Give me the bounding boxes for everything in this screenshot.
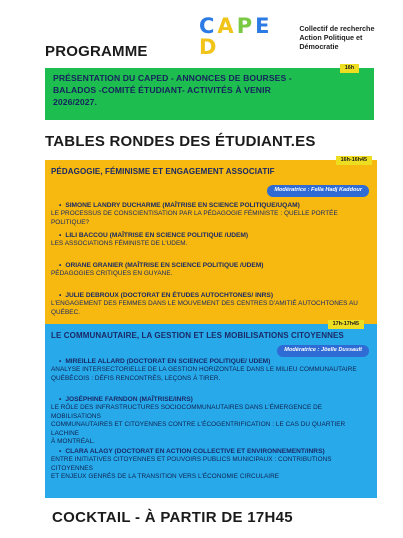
talk-title-cont: COMMUNAUTAIRES ET CITOYENNES CONTRE L'ÉCOGENTRIFICATION : LE CAS DU QUARTIER LACHINE [51, 421, 346, 437]
speaker-entry [51, 202, 371, 227]
logo-letter-c: C [199, 14, 218, 38]
logo-tagline [299, 24, 403, 51]
round-tables-title: TABLES RONDES DES ÉTUDIANT.ES [45, 133, 316, 150]
roundtable-2-title: LE COMMUNAUTAIRE, LA GESTION ET LES MOBILISATIONS CITOYENNES [51, 331, 344, 340]
roundtable-1 [45, 157, 377, 324]
intro-line-2: BALADOS -COMITÉ ÉTUDIANT- ACTIVITÉS À VENIR [53, 84, 271, 95]
talk-title-cont: ET ENJEUX GENRÉS DE LA TRANSITION VERS L'ÉCONOMIE CIRCULAIRE [51, 473, 280, 481]
roundtable-2-moderator: Modératrice : Jöelle Dussault [277, 345, 369, 357]
talk-title: LE PROCESSUS DE CONSCIENTISATION PAR LA PÉDAGOGIE FÉMINISTE : QUELLE PORTÉE POLITIQUE? [51, 210, 338, 226]
intro-line-3: 2026/2027. [53, 96, 98, 107]
intro-text [53, 73, 366, 108]
talk-title-cont: À MONTRÉAL. [51, 438, 95, 446]
speaker-entry [51, 358, 371, 383]
logo-tagline-line-2: Action Politique et Démocratie [299, 32, 363, 51]
roundtable-2-time-badge: 17h-17h45 [328, 320, 364, 329]
roundtable-1-moderator: Modératrice : Fella Hadj Kaddour [267, 185, 369, 197]
programme-title: PROGRAMME [45, 43, 148, 60]
logo-letter-p: P [236, 14, 256, 38]
speaker-name: • MIREILLE ALLARD (DOCTORAT EN SCIENCE POLITIQUE/ UDEM) [59, 358, 371, 366]
speaker-name: • JOSÉPHINE FARNDON (MAÎTRISE/INRS) [59, 396, 371, 404]
speaker-name: • SIMONE LANDRY DUCHARME (MAÎTRISE EN SCIENCE POLITIQUE/UQAM) [59, 202, 371, 210]
cocktail-line: COCKTAIL - À PARTIR DE 17H45 [52, 509, 293, 526]
talk-title: PÉDAGOGIES CRITIQUES EN GUYANE. [51, 270, 173, 277]
caped-wordmark [199, 16, 292, 58]
speaker-entry [51, 262, 371, 279]
talk-title: L'ENGAGEMENT DES FEMMES DANS LE MOUVEMENT DES CENTRES D'AMITIÉ AUTOCHTONES AU [51, 300, 358, 307]
intro-box [45, 65, 374, 120]
talk-title: LES ASSOCIATIONS FÉMINISTE DE L'UDEM. [51, 240, 188, 247]
speaker-entry [51, 448, 371, 482]
speaker-name: • ORIANE GRANIER (MAÎTRISE EN SCIENCE POLITIQUE /UDEM) [59, 262, 371, 270]
speaker-entry [51, 292, 371, 317]
logo-tagline-line-1: Collectif de recherche [299, 23, 375, 33]
speaker-name: • CLARA ALAGY (DOCTORAT EN ACTION COLLECTIVE ET ENVIRONNEMENT/INRS) [59, 448, 371, 456]
roundtable-1-time-badge: 16h-16h45 [336, 156, 372, 165]
speaker-entry [51, 232, 371, 249]
roundtable-2 [45, 321, 377, 498]
talk-title: LE RÔLE DES INFRASTRUCTURES SOCIOCOMMUNAUTAIRES DANS L'ÉMERGENCE DE MOBILISATIONS [51, 404, 323, 420]
logo-letter-d: D [199, 35, 220, 59]
talk-title: ANALYSE INTERSECTORIELLE DE LA GESTION HORIZONTALE DANS LE MILIEU COMMUNAUTAIRE [51, 366, 357, 373]
speaker-entry [51, 396, 371, 447]
talk-title: ENTRE INITIATIVES CITOYENNES ET POUVOIRS PUBLICS MUNICIPAUX : CONTRIBUTIONS CITOYENNES [51, 456, 332, 472]
logo-letter-a: A [217, 14, 237, 38]
caped-logo [199, 16, 403, 58]
intro-time-badge: 16h [340, 64, 359, 73]
logo-letter-e: E [255, 14, 273, 38]
speaker-name: • JULIE DEBROUX (DOCTORAT EN ÉTUDES AUTOCHTONES/ INRS) [59, 292, 371, 300]
talk-title-cont: QUÉBÉCOIS : DÉFIS RENCONTRÉS, LEÇONS À TIRER. [51, 374, 221, 382]
talk-title-cont: QUÉBEC. [51, 308, 81, 316]
roundtable-1-title: PÉDAGOGIE, FÉMINISME ET ENGAGEMENT ASSOCIATIF [51, 167, 275, 176]
speaker-name: • LILI BACCOU (MAÎTRISE EN SCIENCE POLITIQUE /UDEM) [59, 232, 371, 240]
intro-line-1: PRÉSENTATION DU CAPED - ANNONCES DE BOURSES - [53, 73, 292, 83]
